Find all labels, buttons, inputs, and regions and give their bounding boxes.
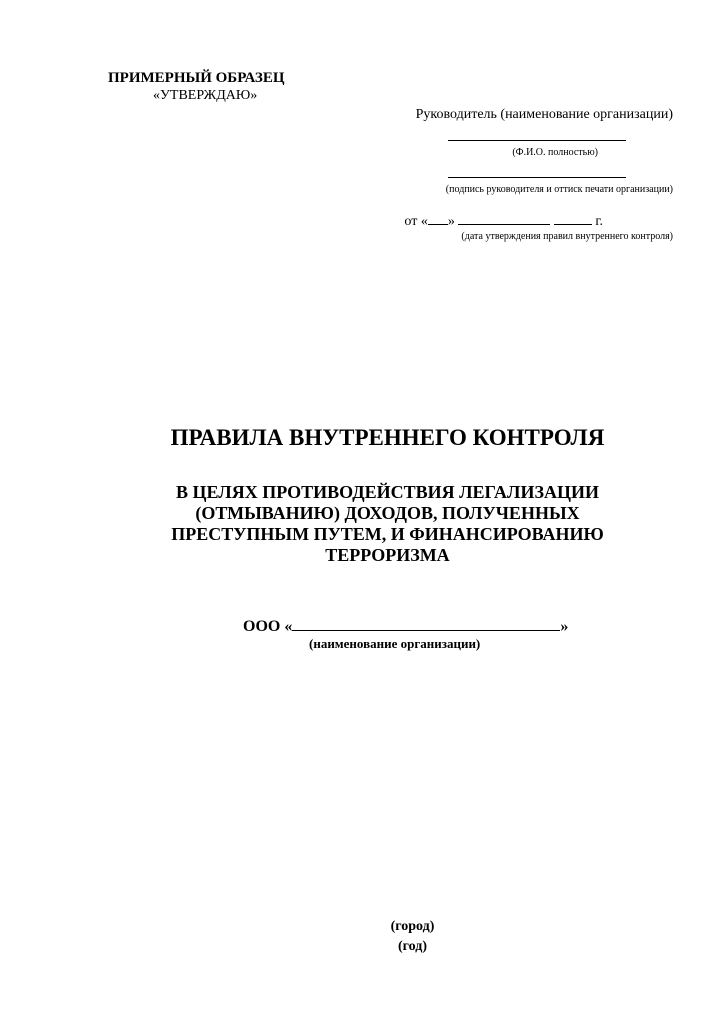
- fio-caption: (Ф.И.О. полностью): [512, 147, 598, 158]
- sample-title: ПРИМЕРНЫЙ ОБРАЗЕЦ: [108, 70, 285, 86]
- date-caption: (дата утверждения правил внутреннего контроля): [461, 231, 673, 242]
- approval-block: [333, 106, 673, 243]
- approve-stamp: «УТВЕРЖДАЮ»: [153, 88, 258, 103]
- document-subtitle: [100, 482, 675, 566]
- subtitle-line: ТЕРРОРИЗМА: [325, 545, 450, 565]
- org-suffix: »: [560, 618, 569, 635]
- date-day-blank: [428, 212, 448, 225]
- signature-caption: (подпись руководителя и оттиск печати организации): [445, 184, 673, 195]
- subtitle-line: (ОТМЫВАНИЮ) ДОХОДОВ, ПОЛУЧЕННЫХ: [195, 503, 580, 523]
- organization-name-field: [243, 616, 568, 636]
- org-prefix: ООО «: [243, 618, 293, 635]
- date-quote-close: »: [447, 214, 455, 229]
- date-year-suffix: г.: [595, 214, 603, 229]
- org-name-blank: [292, 616, 560, 631]
- city-placeholder: (город): [390, 919, 435, 934]
- signature-line: [448, 167, 626, 178]
- head-role: Руководитель (наименование организации): [415, 107, 673, 122]
- subtitle-line: ПРЕСТУПНЫМ ПУТЕМ, И ФИНАНСИРОВАНИЮ: [171, 524, 604, 544]
- year-placeholder: (год): [397, 939, 427, 954]
- fio-line: [448, 130, 626, 141]
- date-month-blank: [458, 212, 550, 225]
- organization-caption: (наименование организации): [309, 636, 481, 651]
- date-year-blank: [554, 212, 592, 225]
- approval-date: [333, 212, 603, 230]
- subtitle-line: В ЦЕЛЯХ ПРОТИВОДЕЙСТВИЯ ЛЕГАЛИЗАЦИИ: [176, 482, 599, 502]
- document-title: ПРАВИЛА ВНУТРЕННЕГО КОНТРОЛЯ: [170, 425, 605, 450]
- date-prefix: от «: [404, 214, 428, 229]
